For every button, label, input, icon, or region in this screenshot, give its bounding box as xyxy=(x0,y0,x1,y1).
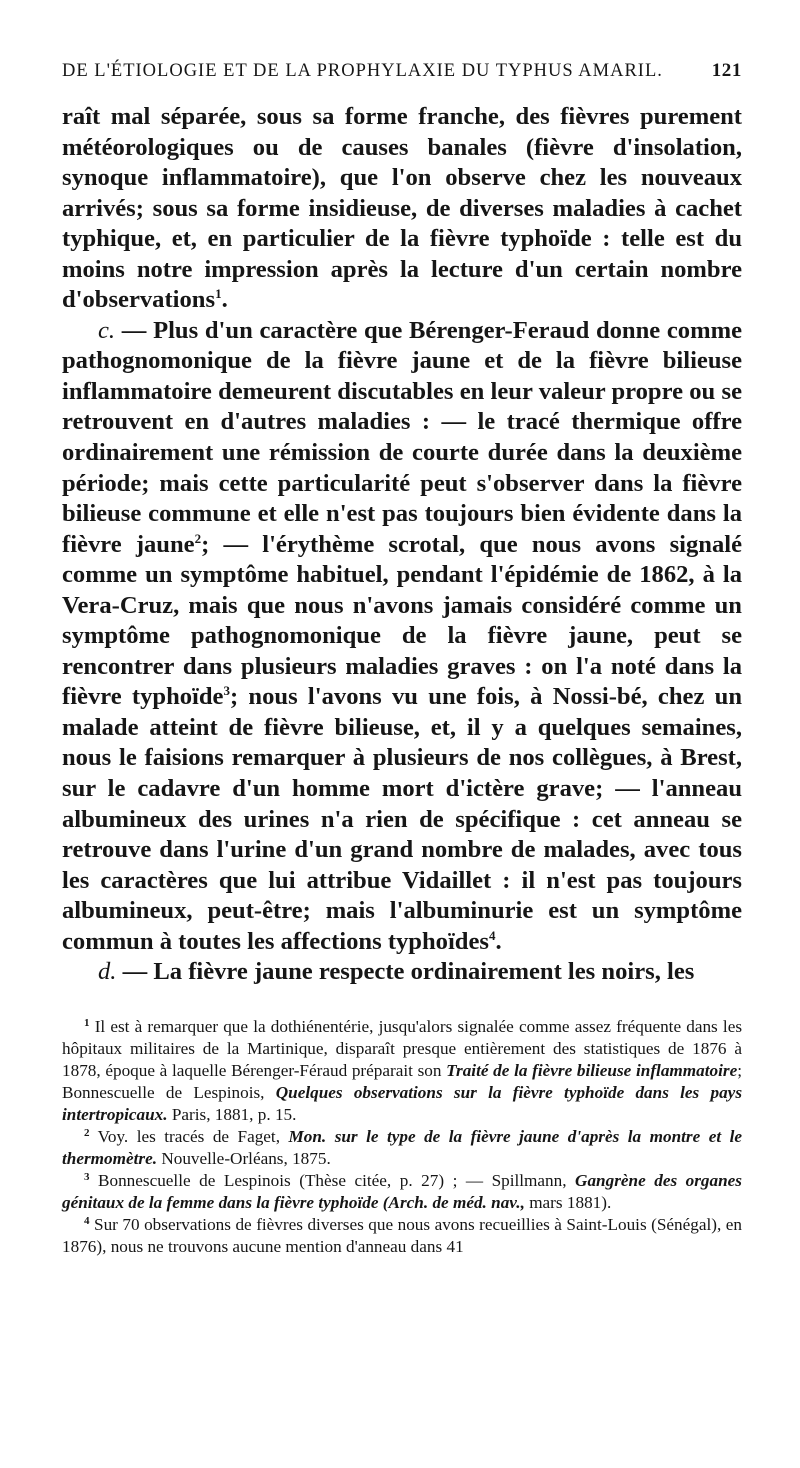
paragraph-text: — La fièvre jaune respecte ordinairement les noirs, les xyxy=(116,958,695,986)
footnote-ref-3: 3 xyxy=(223,683,230,699)
footnote-citation-title: Mon. sur le type de la fièvre jaune d'après la montre et le thermomètre. xyxy=(62,1126,742,1168)
footnote-number: 2 xyxy=(84,1126,90,1139)
paragraph-text: — Plus d'un caractère que Bérenger-Feraud donne comme pathognomonique de la fièvre jaune et de la fièvre bilieuse inflammatoire demeurent discutables en leur valeur propre ou se retrouvent en d'autres maladies : — le tracé thermique offre ordinairement une rémission de courte durée dans la deuxième période; mais cette particularité peut s'observer dans la fièvre bilieuse commune et elle n'est pas toujours bien évidente dans la fièvre jaune xyxy=(62,316,742,558)
footnote-text: Bonnescuelle de Lespinois (Thèse citée, p. 27) ; — Spillmann, xyxy=(98,1170,576,1190)
footnote-2 xyxy=(62,1126,742,1170)
paragraph-continued xyxy=(62,102,742,316)
footnote-text: ; Bonnescuelle de Lespinois, xyxy=(62,1060,742,1102)
paragraph-text: raît mal séparée, sous sa forme franche, des fièvres purement météorologiques ou de causes banales (fièvre d'insolation, synoque inflammatoire), que l'on observe chez les nouveaux arrivés; sous sa forme insidieuse, de diverses maladies à cachet typhique, et, en particulier de la fièvre typhoïde : telle est du moins notre impression après la lecture d'un certain nombre d'observations xyxy=(62,103,742,314)
page-number: 121 xyxy=(711,60,742,81)
footnotes xyxy=(62,1016,742,1258)
running-head xyxy=(62,60,742,90)
footnote-3 xyxy=(62,1170,742,1214)
footnote-text: Voy. les tracés de Faget, xyxy=(97,1126,289,1146)
paragraph-text: ; — l'érythème scrotal, que nous avons signalé comme un symptôme habituel, pendant l'épidémie de 1862, à la Vera-Cruz, mais que nous n'avons jamais considéré comme un symptôme pathognomonique de la fièvre jaune, peut se rencontrer dans plusieurs maladies graves : on l'a noté dans la fièvre typhoïde xyxy=(62,530,742,711)
footnote-1 xyxy=(62,1016,742,1126)
footnote-text: Sur 70 observations de fièvres diverses que nous avons recueillies à Saint-Louis (Sénégal), en 1876), nous ne trouvons aucune mention d'anneau dans 41 xyxy=(62,1214,743,1256)
main-text xyxy=(62,102,742,988)
paragraph-text: ; nous l'avons vu une fois, à Nossi-bé, chez un malade atteint de fièvre bilieuse, et, il y a quelques semaines, nous le faisions remarquer à plusieurs de nos collègues, à Brest, sur le cadavre d'un homme mort d'ictère grave; — l'anneau albumineux des urines n'a rien de spécifique : cet anneau se retrouve dans l'urine d'un grand nombre de malades, avec tous les caractères que lui attribue Vidaillet : il n'est pas toujours albumineux, peut-être; mais l'albuminurie est un symptôme commun à toutes les affections typhoïdes xyxy=(62,683,742,955)
section-letter-c: c. xyxy=(98,316,116,344)
footnote-ref-1: 1 xyxy=(215,286,222,302)
footnote-text: mars 1881). xyxy=(524,1192,612,1212)
footnote-4 xyxy=(62,1214,742,1258)
footnote-ref-4: 4 xyxy=(488,927,496,943)
footnote-text: Paris, 1881, p. 15. xyxy=(167,1104,297,1124)
footnote-text: Il est à remarquer que la dothiénentérie, jusqu'alors signalée comme assez fréquente dans les hôpitaux militaires de la Martinique, disparaît presque entièrement des statistiques de 1876 à 1878, époque à laquelle Bérenger-Féraud préparait son xyxy=(62,1016,743,1080)
footnote-number: 3 xyxy=(84,1170,90,1183)
paragraph-d xyxy=(62,957,742,988)
footnote-citation-title: Quelques observations sur la fièvre typhoïde dans les pays intertropicaux. xyxy=(62,1082,743,1124)
footnote-ref-2: 2 xyxy=(194,530,202,546)
footnote-citation-title: Gangrène des organes génitaux de la femme dans la fièvre typhoïde (Arch. de méd. nav., xyxy=(62,1170,742,1212)
paragraph-end: . xyxy=(495,927,502,955)
paragraph-c xyxy=(62,316,742,957)
paragraph-end: . xyxy=(221,286,228,314)
running-title: DE L'ÉTIOLOGIE ET DE LA PROPHYLAXIE DU TYPHUS AMARIL. xyxy=(62,61,663,81)
footnote-citation-title: Traité de la fièvre bilieuse inflammatoire xyxy=(446,1060,738,1080)
footnote-number: 1 xyxy=(84,1016,90,1029)
footnote-text: Nouvelle-Orléans, 1875. xyxy=(157,1148,331,1168)
footnote-number: 4 xyxy=(84,1214,90,1227)
section-letter-d: d. xyxy=(98,958,117,986)
